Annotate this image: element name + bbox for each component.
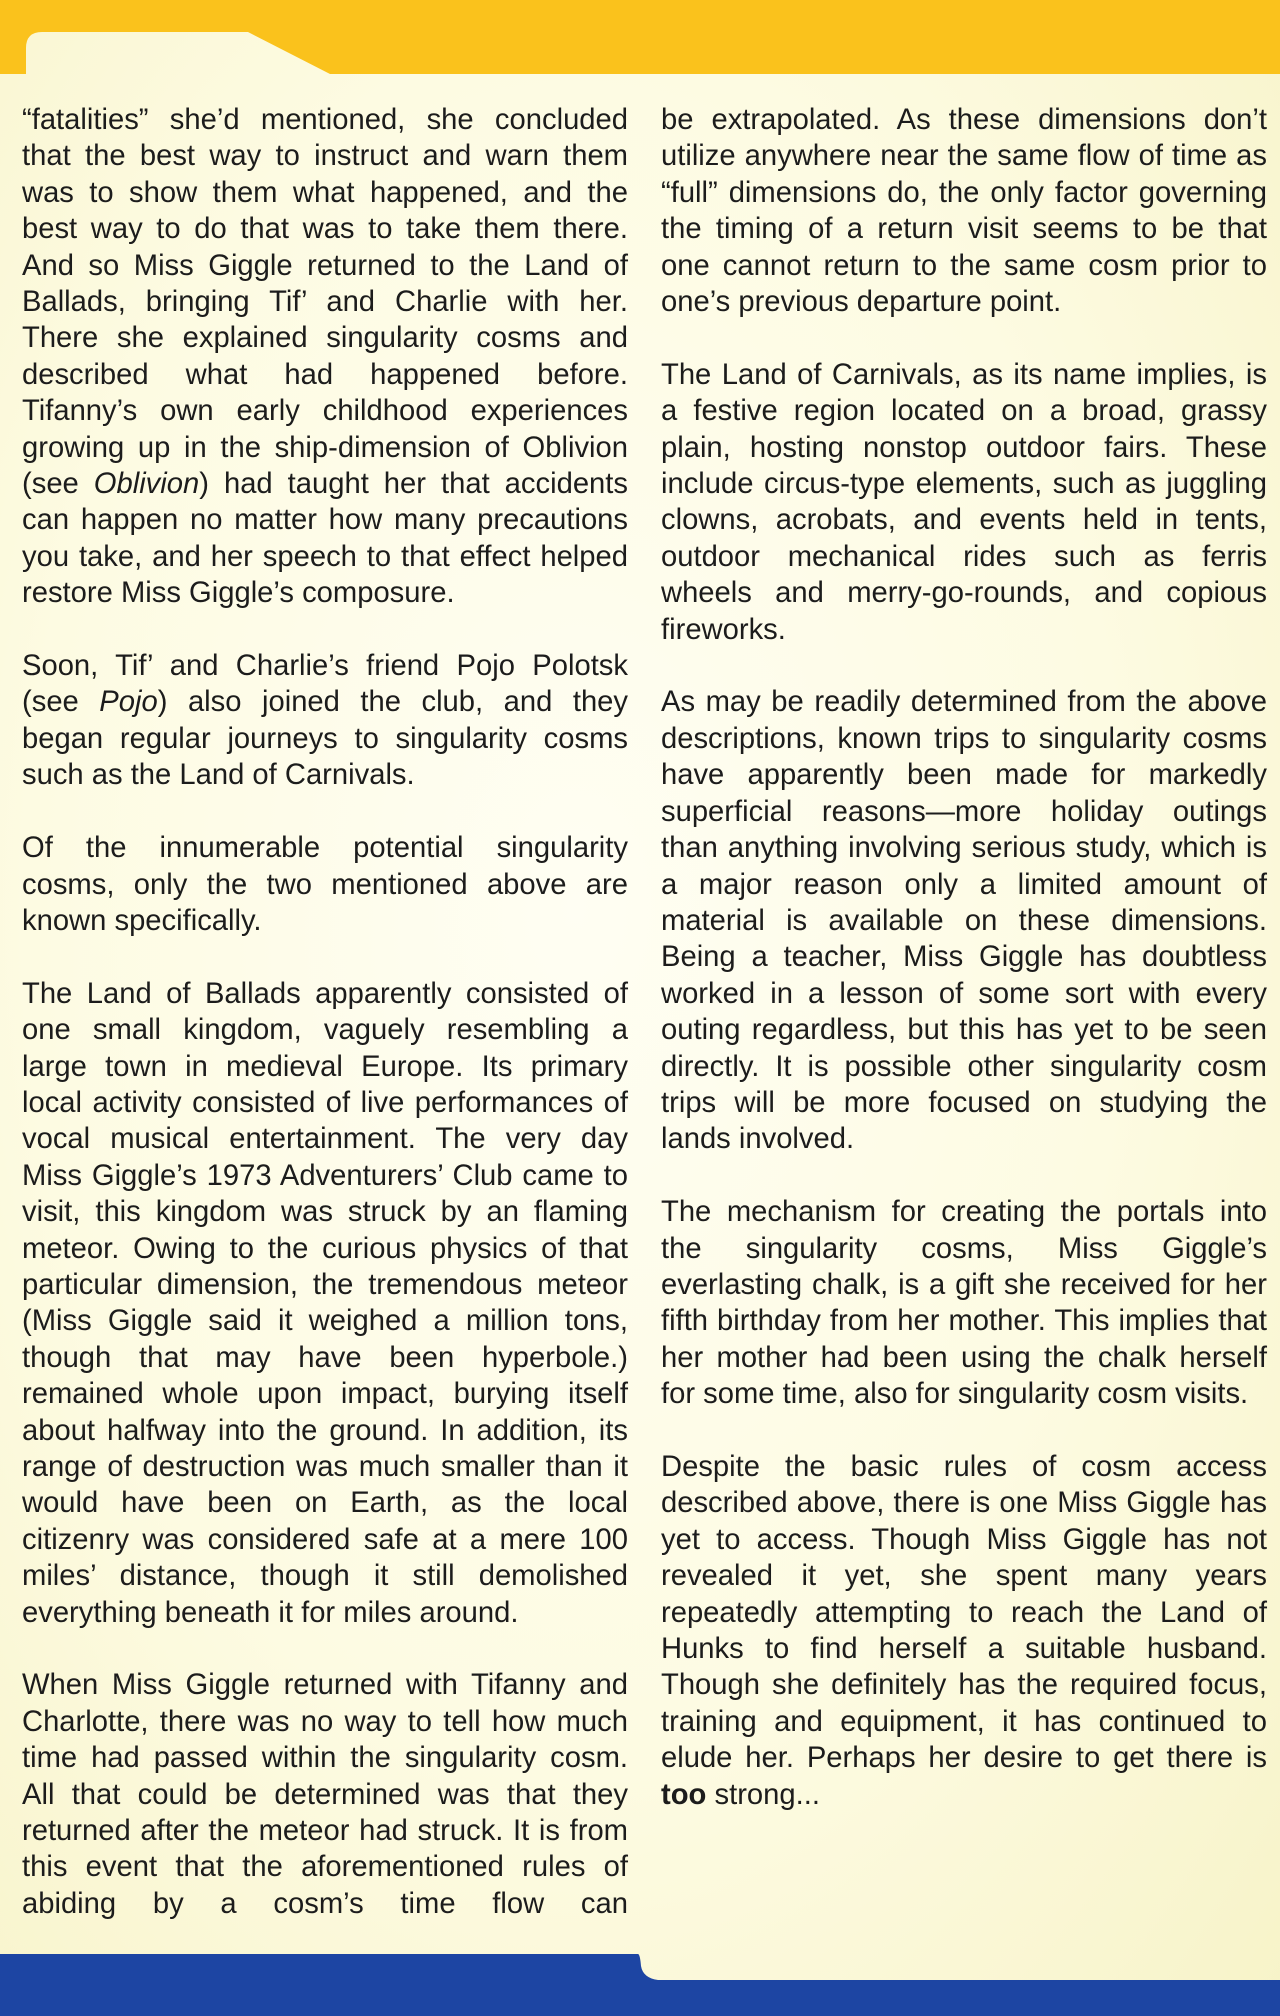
left-paragraph-5: When Miss Giggle returned with Tifanny and Charlotte, there was no way to tell how much time had passed within the singularity cosm. All that could be determined was that they returned after the meteor had struck. It is from this event that the aforementioned rules of abiding by a cosm’s time flow can <box>22 1669 628 1920</box>
right-paragraph-1: be extrapolated. As these dimensions don’t utilize anywhere near the same flow of time as “full” dimensions do, the only factor governing the timing of a return visit seems to be that one cannot return to the same cosm prior to one’s previous departure point. <box>661 104 1267 319</box>
right-p5-text-end: strong... <box>706 1778 820 1811</box>
right-paragraph-5 <box>661 1449 1267 1813</box>
left-p1-text: “fatalities” she’d mentioned, she concluded that the best way to instruct and warn them was to show them what happened, and the best way to do that was to take them there. And so Miss Giggle returned to the Land of Ballads, bringing Tif’ and Charlie with her. There she explained singularity cosms and described what had happened before. Tifanny’s own early childhood experiences growing up in the ship-dimension of Oblivion (see <box>22 104 628 501</box>
right-paragraph-2: The Land of Carnivals, as its name implies, is a festive region located on a broad, grassy plain, hosting nonstop outdoor fairs. These include circus-type elements, such as juggling clowns, acrobats, and events held in tents, outdoor mechanical rides such as ferris wheels and merry-go-rounds, and copious fireworks. <box>661 358 1267 646</box>
left-column <box>22 102 628 1922</box>
right-paragraph-3: As may be readily determined from the above descriptions, known trips to singularity cosms have apparently been made for markedly superficial reasons—more holiday outings than anything involving serious study, which is a major reason only a limited amount of material is available on these dimensions. Being a teacher, Miss Giggle has doubtless worked in a lesson of some sort with every outing regardless, but this has yet to be seen directly. It is possible other singularity cosm trips will be more focused on studying the lands involved. <box>661 686 1267 1156</box>
header-yellow-band <box>0 0 1280 74</box>
left-paragraph-3: Of the innumerable potential singularity cosms, only the two mentioned above are known specifically. <box>22 832 628 937</box>
left-p2-text: Soon, Tif’ and Charlie’s friend Pojo Polotsk (see <box>22 650 628 719</box>
footer-blue-band <box>0 1954 1280 2016</box>
left-paragraph-2 <box>22 648 628 794</box>
right-column <box>661 102 1267 1813</box>
too-emphasis: too <box>661 1778 707 1811</box>
left-p2-text-end: ) also joined the club, and they began regular journeys to singularity cosms such as the Land of Carnivals. <box>22 686 629 792</box>
oblivion-reference: Oblivion <box>93 468 200 501</box>
left-paragraph-4: The Land of Ballads apparently consisted of one small kingdom, vaguely resembling a large town in medieval Europe. Its primary local activity consisted of live performances of vocal musical entertainment. The very day Miss Giggle’s 1973 Adventurers’ Club came to visit, this kingdom was struck by an flaming meteor. Owing to the curious physics of that particular dimension, the tremendous meteor (Miss Giggle said it weighed a million tons, though that may have been hyperbole.) remained whole upon impact, burying itself about halfway into the ground. In addition, its range of destruction was much smaller than it would have been on Earth, as the local citizenry was considered safe at a mere 100 miles’ distance, though it still demolished everything beneath it for miles around. <box>22 977 628 1629</box>
pojo-reference: Pojo <box>99 686 158 719</box>
right-p5-text: Despite the basic rules of cosm access described above, there is one Miss Giggle has yet to access. Though Miss Giggle has not revealed it yet, she spent many years repeatedly attempting to reach the Land of Hunks to find herself a suitable husband. Though she definitely has the required focus, training and equipment, it has continued to elude her. Perhaps her desire to get there is <box>661 1450 1267 1775</box>
left-paragraph-1 <box>22 102 628 612</box>
header-tab-band <box>0 0 1280 80</box>
right-paragraph-4: The mechanism for creating the portals into the singularity cosms, Miss Giggle’s everlasting chalk, is a gift she received for her fifth birthday from her mother. This implies that her mother had been using the chalk herself for some time, also for singularity cosm visits. <box>661 1196 1267 1411</box>
left-p1-text-end: ) had taught her that accidents can happen no matter how many precautions you take, and her speech to that effect helped restore Miss Giggle’s composure. <box>22 468 628 610</box>
footer-tab-band <box>0 1940 1280 2016</box>
